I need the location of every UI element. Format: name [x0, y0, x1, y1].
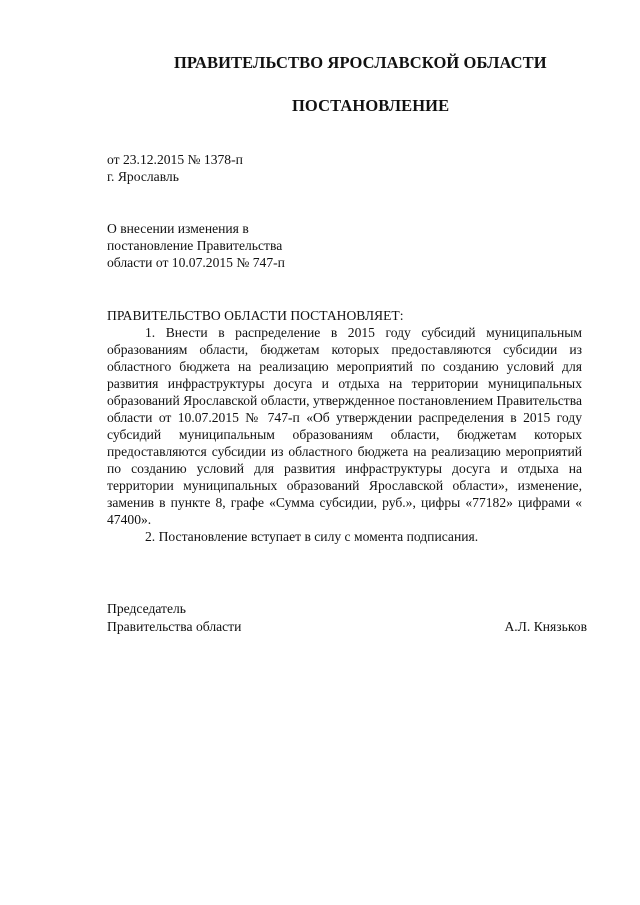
resolution-body: [107, 307, 582, 545]
resolves-heading: ПРАВИТЕЛЬСТВО ОБЛАСТИ ПОСТАНОВЛЯЕТ:: [107, 308, 404, 323]
signature-row: [107, 618, 587, 636]
government-title: ПРАВИТЕЛЬСТВО ЯРОСЛАВСКОЙ ОБЛАСТИ: [174, 53, 547, 72]
signature-block: [107, 600, 587, 636]
paragraph-2: 2. Постановление вступает в силу с момента подписания.: [145, 529, 479, 544]
city-line: г. Ярославль: [107, 169, 179, 184]
signatory-name: А.Л. Князьков: [504, 619, 587, 634]
subject-line: О внесении изменения в: [107, 221, 249, 236]
paragraph-1: 1. Внести в распределение в 2015 году субсидий муниципальным образованиям области, бюджетам которых предоставляются субсидии из областного бюджета на реализацию мероприятий по созданию условий для развития инфраструктуры досуга и отдыха на территории муниципальных образований Ярославской области, утвержденное постановлением Правительства области от 10.07.2015 № 747-п «Об утверждении распределения в 2015 году субсидий муниципальным образованиям области, бюджетам которых предоставляются субсидии из областного бюджета на реализацию мероприятий по созданию условий для развития инфраструктуры досуга и отдыха на территории муниципальных образований Ярославской области», изменение, заменив в пункте 8, графе «Сумма субсидии, руб.», цифры «77182» цифрами « 47400».: [107, 325, 583, 527]
signatory-position-org: Правительства области: [107, 619, 242, 634]
subject-line: постановление Правительства: [107, 238, 283, 253]
document-type-title: ПОСТАНОВЛЕНИЕ: [292, 96, 450, 115]
date-number-line: от 23.12.2015 № 1378-п: [107, 152, 243, 167]
subject-line: области от 10.07.2015 № 747-п: [107, 255, 285, 270]
signatory-position: Председатель: [107, 601, 186, 616]
subject-block: [107, 220, 285, 271]
